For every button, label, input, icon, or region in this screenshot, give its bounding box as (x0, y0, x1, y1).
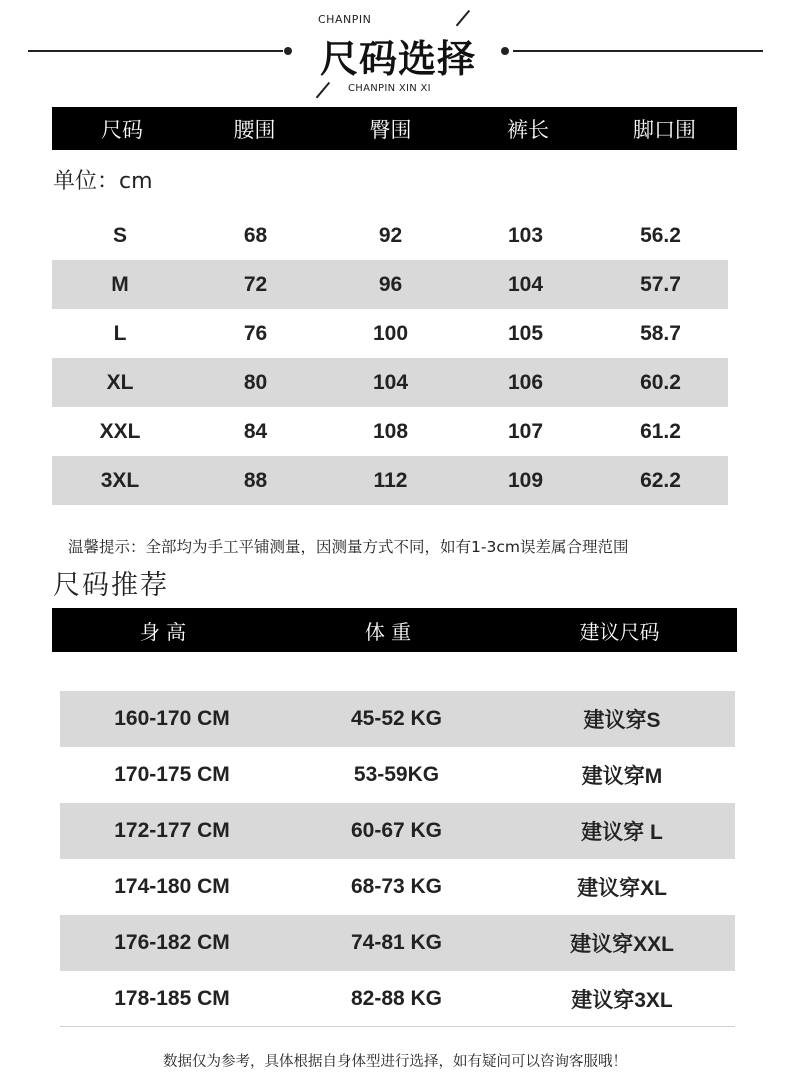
page-title: 尺码选择 (319, 37, 476, 81)
table-cell: 103 (507, 223, 544, 247)
size-table (52, 211, 728, 505)
table-cell: 105 (507, 321, 544, 345)
section-header (0, 0, 790, 100)
table-cell: 100 (372, 321, 409, 345)
footnote: 数据仅为参考，具体根据自身体型进行选择，如有疑问可以咨询客服哦！ (163, 1054, 627, 1070)
decor-dot-left (284, 47, 292, 55)
header-caption-top: CHANPIN (318, 13, 372, 26)
table-row (60, 691, 735, 747)
table-cell: 160-170 CM (114, 707, 230, 730)
column-header-hem: 脚口围 (633, 117, 696, 142)
table-row (52, 211, 728, 260)
measurement-tip: 温馨提示：全部均为手工平铺测量，因测量方式不同，如有1-3cm误差属合理范围 (68, 538, 629, 556)
table-cell: 74-81 KG (350, 931, 443, 954)
table-row (60, 915, 735, 971)
table-cell: 76 (243, 321, 268, 345)
column-header-length: 裤长 (507, 117, 549, 142)
table-cell: 82-88 KG (350, 986, 443, 1010)
table-cell: 建议穿XL (577, 877, 667, 900)
table-cell: 建议穿3XL (571, 988, 673, 1012)
header-caption-bottom: CHANPIN XIN XI (348, 83, 431, 94)
size-table-header (52, 107, 737, 150)
table-cell: 60.2 (640, 370, 681, 394)
column-header-suggested-size: 建议尺码 (579, 619, 660, 644)
table-cell: 174-180 CM (114, 875, 230, 898)
recommendation-title: 尺码推荐 (53, 570, 169, 601)
table-cell: 68 (243, 223, 268, 247)
table-cell: XL (106, 370, 134, 394)
table-cell: 104 (372, 370, 409, 394)
column-header-hip: 臀围 (369, 117, 412, 142)
table-row (52, 358, 728, 407)
table-cell: 建议穿XXL (570, 933, 674, 956)
table-cell: 172-177 CM (114, 819, 230, 842)
table-cell: 92 (378, 223, 403, 247)
decor-line-left (28, 50, 283, 52)
table-cell: 56.2 (640, 223, 681, 247)
table-cell: 106 (507, 370, 544, 394)
column-header-size: 尺码 (101, 117, 143, 142)
column-header-waist: 腰围 (233, 117, 276, 142)
table-cell: 60-67 KG (350, 819, 443, 842)
table-cell: 3XL (100, 468, 140, 492)
table-cell: 57.7 (640, 272, 681, 296)
table-cell: 109 (507, 468, 544, 492)
table-cell: 176-182 CM (114, 931, 230, 954)
decor-slash-bottom (316, 82, 330, 98)
table-row (60, 971, 735, 1027)
table-cell: 170-175 CM (114, 763, 230, 786)
table-cell: 53-59KG (353, 763, 440, 786)
table-row (60, 859, 735, 915)
table-cell: 68-73 KG (350, 875, 443, 898)
table-cell: 72 (243, 272, 268, 296)
unit-label: 单位：cm (53, 169, 153, 194)
table-cell: 104 (507, 272, 544, 296)
table-cell: 84 (243, 419, 268, 443)
table-row (60, 803, 735, 859)
table-row (52, 309, 728, 358)
table-cell: 58.7 (640, 321, 681, 345)
recommendation-table (60, 691, 735, 1027)
table-row (52, 260, 728, 309)
table-cell: 178-185 CM (114, 986, 230, 1010)
table-cell: 62.2 (640, 468, 681, 492)
table-cell: XXL (99, 419, 141, 443)
table-row (52, 407, 728, 456)
table-cell: 建议穿 L (581, 821, 663, 844)
table-cell: 建议穿M (581, 765, 663, 788)
table-row (52, 456, 728, 505)
table-cell: 61.2 (640, 419, 681, 443)
table-cell: 112 (373, 468, 408, 492)
column-header-height: 身 高 (139, 619, 187, 644)
table-row (60, 747, 735, 803)
table-cell: 107 (507, 419, 544, 443)
column-header-weight: 体 重 (364, 619, 412, 644)
table-cell: 108 (372, 419, 409, 443)
table-cell: 96 (378, 272, 403, 296)
table-cell: 80 (243, 370, 268, 394)
table-cell: 45-52 KG (350, 707, 443, 730)
decor-line-right (513, 50, 763, 52)
table-cell: 建议穿S (583, 709, 661, 732)
table-cell: L (113, 321, 127, 345)
recommendation-table-header (52, 608, 737, 652)
table-cell: 88 (243, 468, 268, 492)
decor-slash-top (456, 10, 470, 26)
table-cell: M (111, 272, 129, 296)
decor-dot-right (501, 47, 509, 55)
table-cell: S (112, 223, 127, 247)
